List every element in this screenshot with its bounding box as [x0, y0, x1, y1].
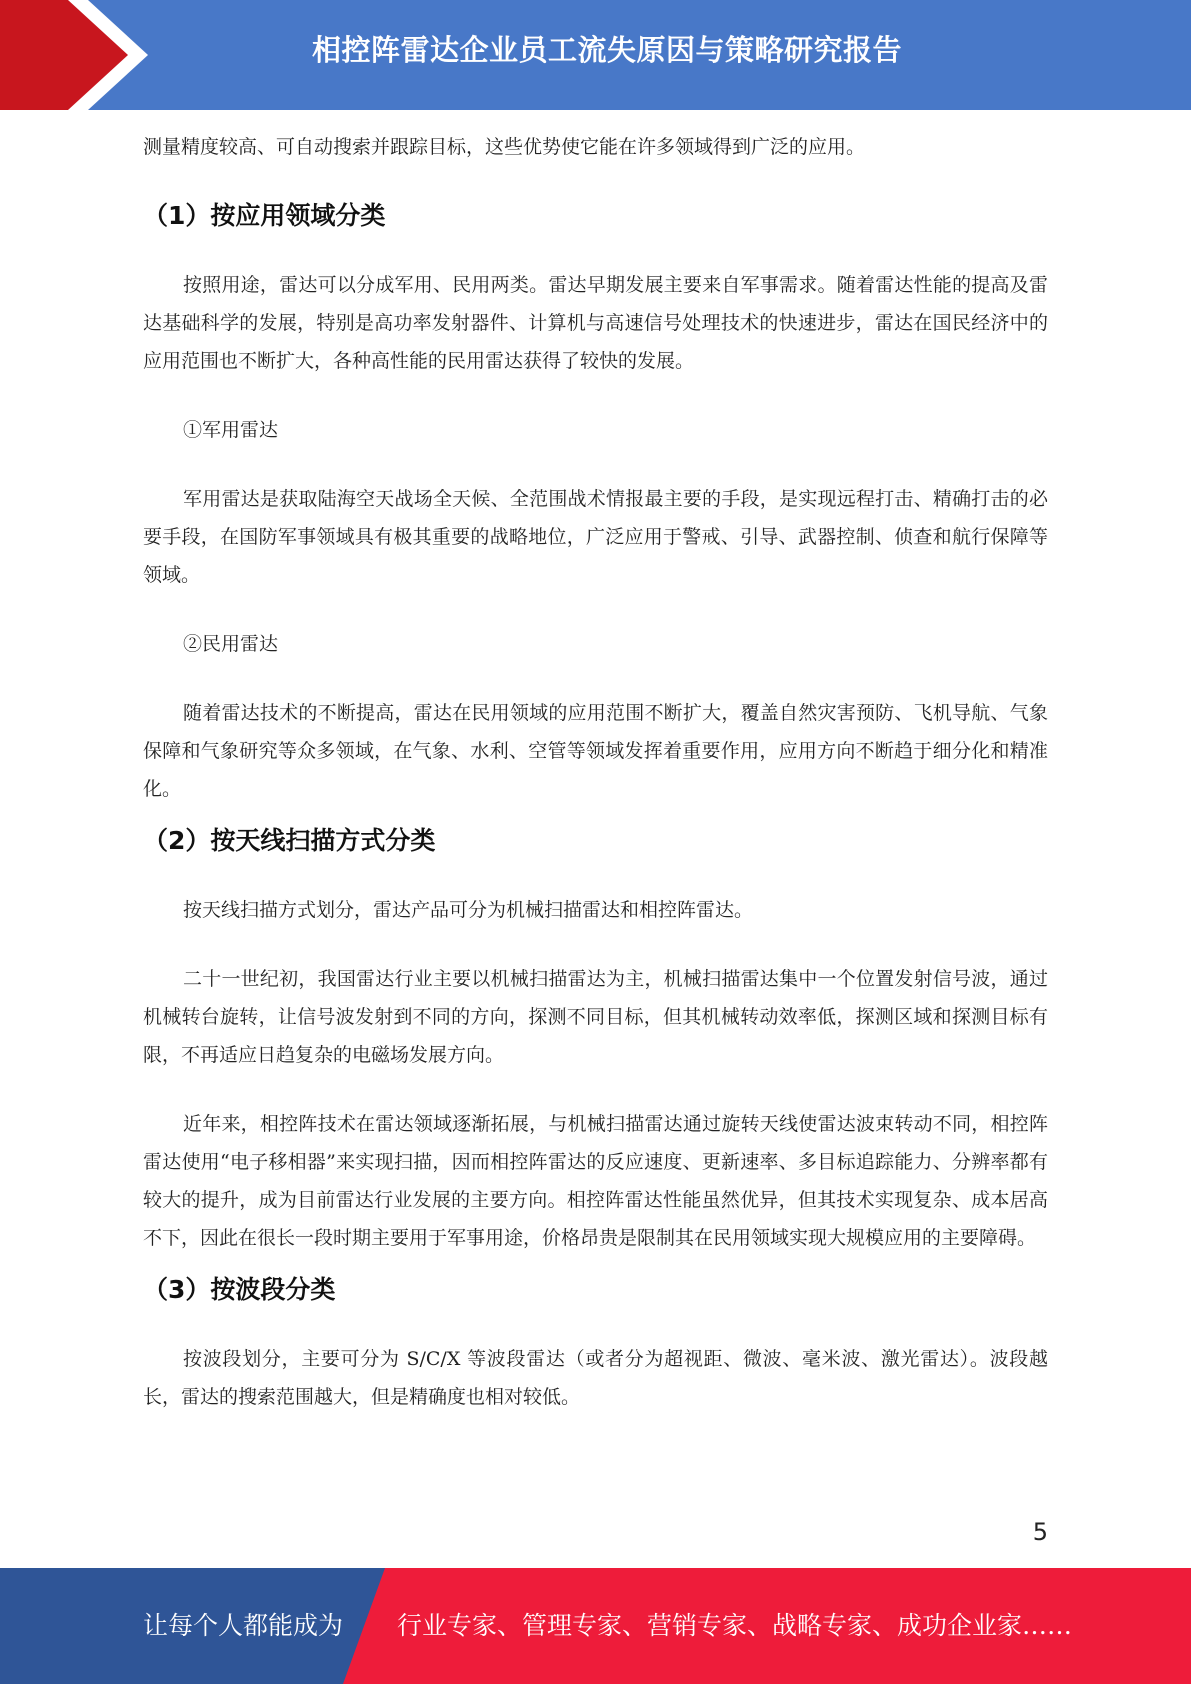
section2-paragraph-3: 近年来，相控阵技术在雷达领域逐渐拓展，与机械扫描雷达通过旋转天线使雷达波束转动不同，相控阵雷达使用“电子移相器”来实现扫描，因而相控阵雷达的反应速度、更新速率、多目标追踪能力、分辨率都有较大的提升，成为目前雷达行业发展的主要方向。相控阵雷达性能虽然优异，但其技术实现复杂、成本居高不下，因此在很长一段时期主要用于军事用途，价格昂贵是限制其在民用领域实现大规模应用的主要障碍。 [143, 1113, 1048, 1249]
intro-paragraph: 测量精度较高、可自动搜索并跟踪目标，这些优势使它能在许多领域得到广泛的应用。 [143, 136, 866, 158]
section2-paragraph-2: 二十一世纪初，我国雷达行业主要以机械扫描雷达为主，机械扫描雷达集中一个位置发射信号波，通过机械转台旋转，让信号波发射到不同的方向，探测不同目标，但其机械转动效率低，探测区域和探测目标有限，不再适应日趋复杂的电磁场发展方向。 [143, 968, 1048, 1066]
footer-slogan-right: 行业专家、管理专家、营销专家、战略专家、成功企业家…… [397, 1611, 1073, 1640]
page-footer [0, 1568, 1191, 1684]
document-body [143, 128, 1048, 1416]
footer-slogan-left: 让每个人都能成为 [143, 1611, 344, 1640]
section-heading-3: （3）按波段分类 [143, 1275, 336, 1304]
section3-paragraph-1: 按波段划分，主要可分为 S/C/X 等波段雷达（或者分为超视距、微波、毫米波、激光雷达）。波段越长，雷达的搜索范围越大，但是精确度也相对较低。 [143, 1348, 1048, 1408]
section-heading-2: （2）按天线扫描方式分类 [143, 826, 436, 855]
page-header [0, 0, 1191, 110]
section2-paragraph-1: 按天线扫描方式划分，雷达产品可分为机械扫描雷达和相控阵雷达。 [183, 899, 754, 921]
section1-paragraph-1: 按照用途，雷达可以分成军用、民用两类。雷达早期发展主要来自军事需求。随着雷达性能的提高及雷达基础科学的发展，特别是高功率发射器件、计算机与高速信号处理技术的快速进步，雷达在国民经济中的应用范围也不断扩大，各种高性能的民用雷达获得了较快的发展。 [143, 274, 1048, 372]
section-heading-1: （1）按应用领域分类 [143, 201, 386, 230]
section1-subheading-civil: ②民用雷达 [183, 633, 279, 655]
section1-paragraph-2: 军用雷达是获取陆海空天战场全天候、全范围战术情报最主要的手段，是实现远程打击、精确打击的必要手段，在国防军事领域具有极其重要的战略地位，广泛应用于警戒、引导、武器控制、侦查和航行保障等领域。 [143, 488, 1048, 586]
section1-subheading-military: ①军用雷达 [183, 419, 279, 441]
document-title: 相控阵雷达企业员工流失原因与策略研究报告 [311, 33, 902, 67]
page-number: 5 [1032, 1518, 1048, 1546]
section1-paragraph-3: 随着雷达技术的不断提高，雷达在民用领域的应用范围不断扩大，覆盖自然灾害预防、飞机导航、气象保障和气象研究等众多领域，在气象、水利、空管等领域发挥着重要作用，应用方向不断趋于细分化和精准化。 [143, 702, 1048, 800]
